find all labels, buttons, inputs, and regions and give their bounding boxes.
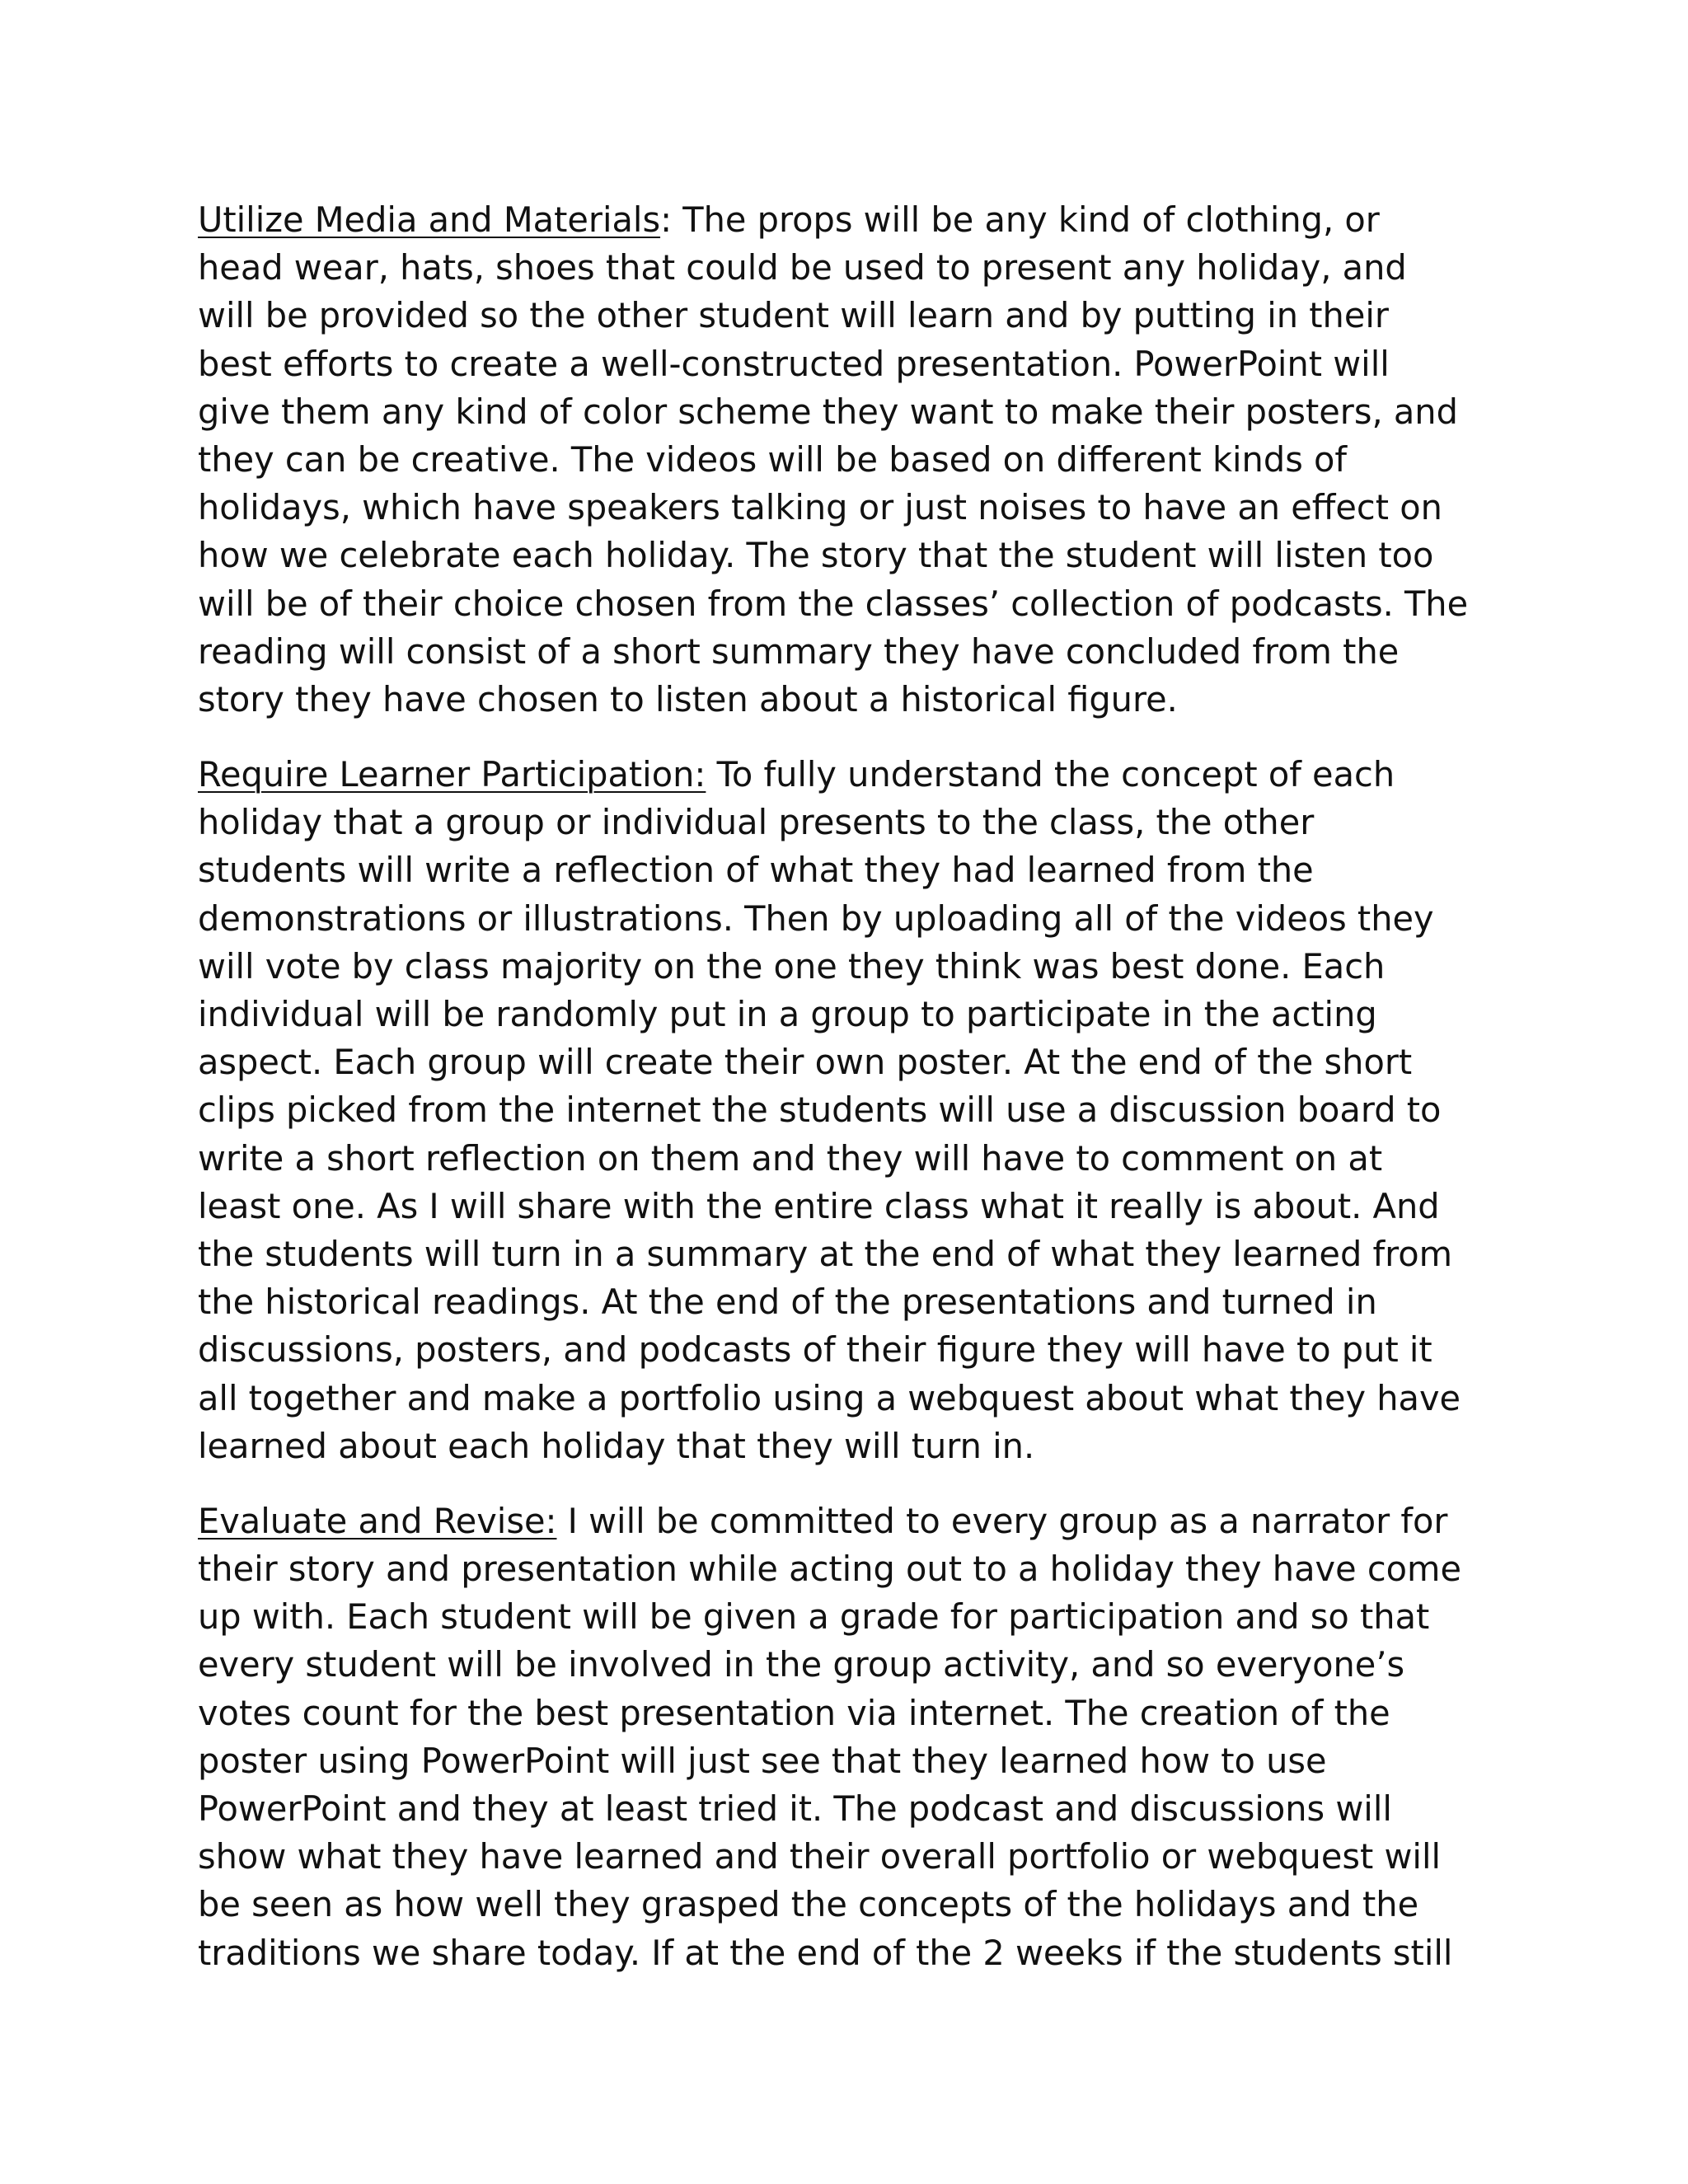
text-line: the historical readings. At the end of the presentations and turned in	[198, 1282, 1377, 1323]
text-line	[198, 751, 1500, 799]
section-heading: Require Learner Participation:	[198, 754, 706, 795]
text-line: PowerPoint and they at least tried it. The podcast and discussions will	[198, 1788, 1392, 1829]
text-line: write a short reflection on them and they will have to comment on at	[198, 1137, 1383, 1179]
paragraph-text: The props will be any kind of clothing, or	[672, 199, 1380, 240]
document-body	[198, 196, 1500, 1977]
text-line: holiday that a group or individual presents to the class, the other	[198, 802, 1315, 843]
text-line: up with. Each student will be given a grade for participation and so that	[198, 1596, 1430, 1638]
text-line: their story and presentation while acting out to a holiday they have come	[198, 1549, 1461, 1590]
paragraph-evaluate-and-revise	[198, 1497, 1500, 1977]
text-line: best efforts to create a well-constructed presentation. PowerPoint will	[198, 343, 1390, 384]
text-line: reading will consist of a short summary they have concluded from the	[198, 630, 1400, 672]
section-heading: Utilize Media and Materials	[198, 199, 661, 240]
text-line: students will write a reflection of what they had learned from the	[198, 850, 1314, 891]
text-line: clips picked from the internet the students will use a discussion board to	[198, 1090, 1442, 1131]
text-line: all together and make a portfolio using a webquest about what they have	[198, 1377, 1461, 1418]
text-line: the students will turn in a summary at the end of what they learned from	[198, 1233, 1453, 1274]
text-line: discussions, posters, and podcasts of their figure they will have to put it	[198, 1329, 1432, 1371]
section-heading: Evaluate and Revise:	[198, 1500, 557, 1541]
heading-suffix: :	[660, 199, 673, 240]
text-line	[198, 1497, 1500, 1545]
text-line: learned about each holiday that they will turn in.	[198, 1425, 1035, 1466]
text-line: they can be creative. The videos will be based on different kinds of	[198, 438, 1348, 480]
text-line: aspect. Each group will create their own poster. At the end of the short	[198, 1042, 1413, 1083]
text-line	[198, 196, 1500, 244]
text-line: will be of their choice chosen from the classes’ collection of podcasts. The	[198, 583, 1469, 624]
paragraph-text: I will be committed to every group as a narrator for	[556, 1500, 1448, 1541]
text-line: holidays, which have speakers talking or just noises to have an effect on	[198, 487, 1442, 528]
text-line: individual will be randomly put in a group to participate in the acting	[198, 994, 1377, 1034]
text-line: least one. As I will share with the entire class what it really is about. And	[198, 1185, 1440, 1226]
text-line: head wear, hats, shoes that could be used to present any holiday, and	[198, 247, 1407, 288]
paragraph-require-learner-participation	[198, 751, 1500, 1470]
text-line: traditions we share today. If at the end of the 2 weeks if the students still	[198, 1932, 1453, 1973]
paragraph-spacer	[198, 724, 1500, 751]
text-line: demonstrations or illustrations. Then by uploading all of the videos they	[198, 898, 1434, 939]
paragraph-spacer	[198, 1470, 1500, 1497]
text-line: will be provided so the other student will learn and by putting in their	[198, 295, 1389, 336]
text-line: every student will be involved in the group activity, and so everyone’s	[198, 1644, 1405, 1685]
paragraph-utilize-media	[198, 196, 1500, 724]
paragraph-text: To fully understand the concept of each	[706, 754, 1395, 795]
text-line: show what they have learned and their overall portfolio or webquest will	[198, 1836, 1442, 1877]
text-line: how we celebrate each holiday. The story that the student will listen too	[198, 535, 1434, 576]
text-line: be seen as how well they grasped the concepts of the holidays and the	[198, 1884, 1419, 1925]
text-line: story they have chosen to listen about a historical figure.	[198, 678, 1178, 719]
text-line: will vote by class majority on the one they think was best done. Each	[198, 945, 1386, 987]
text-line: poster using PowerPoint will just see that they learned how to use	[198, 1740, 1327, 1781]
text-line: votes count for the best presentation via internet. The creation of the	[198, 1692, 1390, 1733]
text-line: give them any kind of color scheme they want to make their posters, and	[198, 391, 1458, 432]
